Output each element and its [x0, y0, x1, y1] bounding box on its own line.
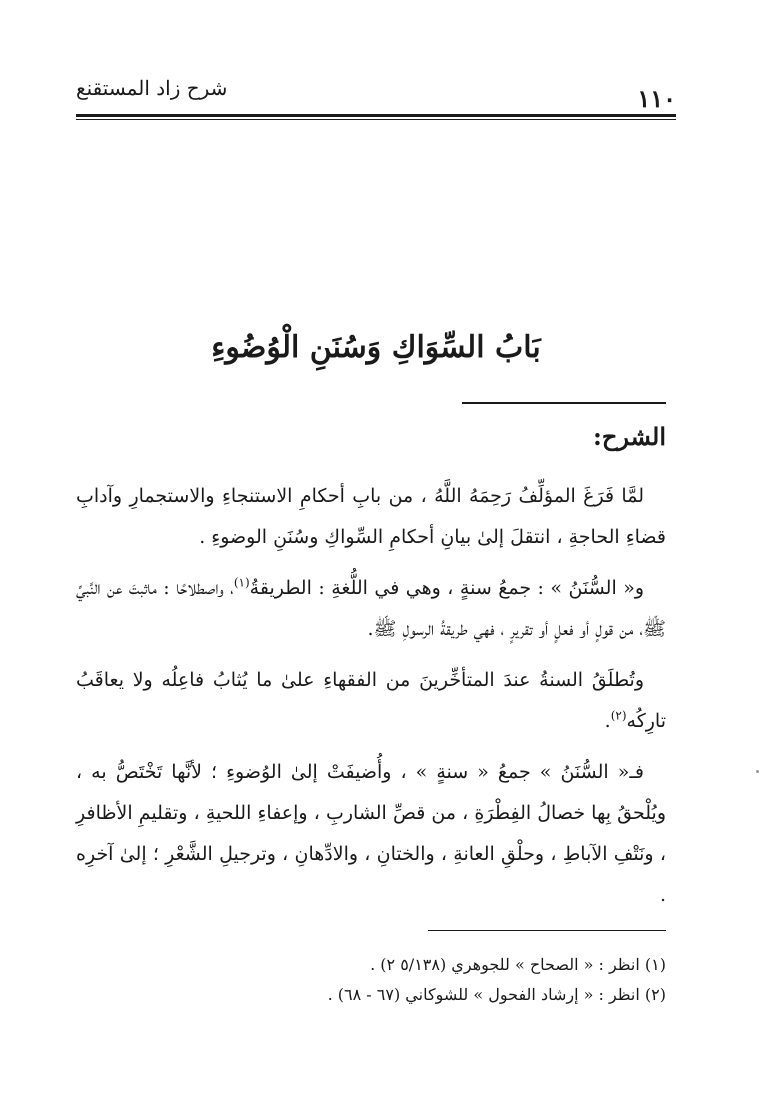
paragraph: لمَّا فَرَغَ المؤلِّفُ رَحِمَهُ اللَّهُ ، من بابِ أحكامِ الاستنجاءِ والاستجمارِ وآدابِ قضاءِ الحاجةِ ، انتقلَ إلىٰ بيانِ أحكامِ السِّواكِ وسُنَنِ الوضوءِ . — [76, 485, 666, 548]
chapter-title: بَابُ السِّوَاكِ وَسُنَنِ الْوُضُوءِ — [211, 330, 541, 365]
header-rule-thick — [76, 114, 676, 117]
body-text — [76, 476, 666, 916]
section-heading: الشرح: — [593, 422, 666, 451]
footnote-1: (١) انظر : « الصحاح » للجوهري (٥/١٣٨ ٢) . — [370, 955, 666, 974]
footnote-reference[interactable]: (٢) — [610, 708, 627, 723]
header-rule-thin — [76, 119, 676, 120]
paragraph: فـ« السُّنَنُ » جمعُ « سنةٍ » ، وأُضيفَتْ إلىٰ الوُضوءِ ؛ لأنَّها تَخْتَصُّ به ، ويُلْحقُ بِها خصالُ الفِطْرَةِ ، من قصِّ الشاربِ ، وإعفاءِ اللحيةِ ، وتقليمِ الأظافرِ ، ونَتْفِ الآباطِ ، وحلْقِ العانةِ ، والختانِ ، والادِّهانِ ، وترجيلِ الشَّعْرِ ؛ إلىٰ آخرِه . — [76, 761, 666, 906]
running-header — [76, 70, 676, 114]
footnote-divider — [428, 930, 666, 931]
footnotes — [76, 950, 666, 1010]
paragraph: و« السُّنَنُ » : جمعُ سنةٍ ، وهي في اللُّغةِ : الطريقةُ$^{(١)}$، واصطلاحًا : ماثبتَ عن النَّبيِّ ﷺ، من قولٍ أو فعلٍ أو تقريرٍ ، فهي طريقةُ الرسولِ ﷺ. — [76, 575, 666, 640]
page-number: ١١٠ — [637, 84, 676, 113]
footnote-reference[interactable]: (١) — [233, 575, 250, 590]
scan-speck — [756, 770, 759, 773]
footnote-2: (٢) انظر : « إرشاد الفحول » للشوكاني (٦٧ - ٦٨) . — [327, 985, 666, 1004]
paragraph: وتُطلَقُ السنةُ عندَ المتأخِّرينَ من الفقهاءِ علىٰ ما يُثابُ فاعِلُه ولا يعاقَبُ تارِكُه$^{(٢)}$. — [76, 669, 666, 732]
section-divider — [462, 402, 666, 404]
book-title: شرح زاد المستقنع — [76, 76, 228, 100]
